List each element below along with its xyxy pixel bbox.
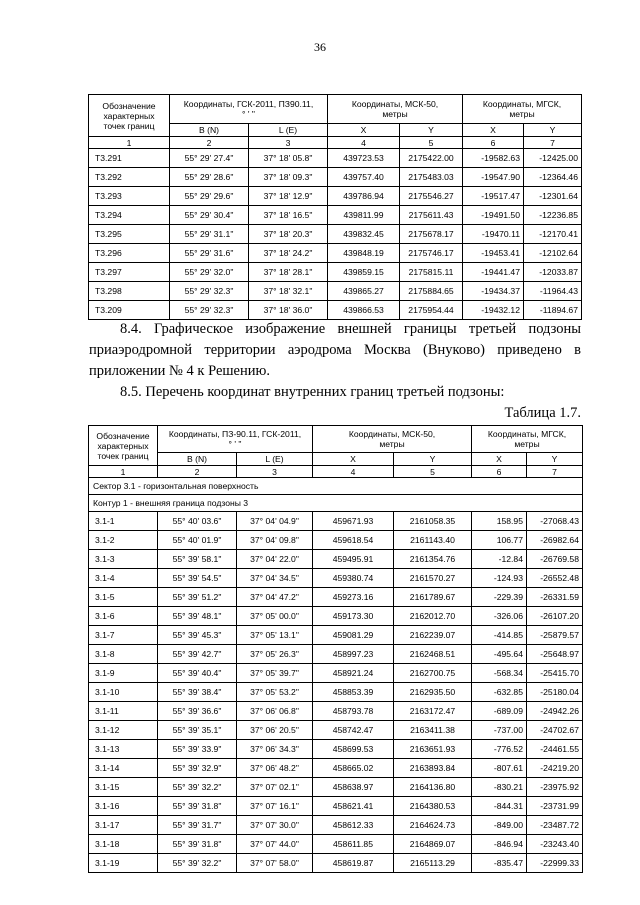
table-row [89,531,583,550]
sector-label: Сектор 3.1 - горизонтальная поверхность [89,478,583,495]
cell-mgsk-y: -23487.72 [527,816,583,835]
cell-latitude: 55° 40' 01.9" [158,531,237,550]
cell-msk-x: 458997.23 [313,645,394,664]
table-row [89,206,582,225]
table-row [89,835,583,854]
table-row [89,854,583,873]
col-header-x-msk: X [328,124,400,137]
cell-mgsk-y: -12033.87 [524,263,582,282]
cell-longitude: 37° 18' 24.2" [249,244,328,263]
col-number: 1 [89,466,158,478]
col-header-l: L (E) [249,124,328,137]
cell-mgsk-y: -23243.40 [527,835,583,854]
col-header-msk: Координаты, МСК-50, метры [313,426,472,453]
cell-mgsk-x: -689.09 [472,702,527,721]
cell-mgsk-x: -776.52 [472,740,527,759]
cell-msk-y: 2164624.73 [394,816,472,835]
cell-point-id: 3.1-11 [89,702,158,721]
col-header-b: B (N) [170,124,249,137]
cell-mgsk-x: -229.39 [472,588,527,607]
paragraph-8-4-line-1: 8.4. Графическое изображение внешней границы третьей подзоны [120,321,581,337]
cell-mgsk-y: -23731.99 [527,797,583,816]
cell-longitude: 37° 05' 53.2" [237,683,313,702]
cell-msk-x: 459495.91 [313,550,394,569]
table-row [89,778,583,797]
cell-msk-y: 2162239.07 [394,626,472,645]
col-number: 7 [527,466,583,478]
cell-mgsk-y: -25648.97 [527,645,583,664]
cell-mgsk-x: -19491.50 [463,206,524,225]
col-number: 2 [158,466,237,478]
col-header-mgsk: Координаты, МГСК, метры [463,95,582,124]
cell-latitude: 55° 29' 32.3" [170,282,249,301]
page-number: 36 [314,40,326,54]
cell-mgsk-y: -11894.67 [524,301,582,320]
cell-longitude: 37° 18' 36.0" [249,301,328,320]
table-row [89,645,583,664]
cell-latitude: 55° 39' 36.6" [158,702,237,721]
cell-mgsk-y: -26769.58 [527,550,583,569]
col-number: 6 [463,137,524,149]
cell-longitude: 37° 07' 58.0" [237,854,313,873]
cell-mgsk-x: -830.21 [472,778,527,797]
cell-msk-y: 2163893.84 [394,759,472,778]
cell-point-id: 3.1-14 [89,759,158,778]
col-header-msk: Координаты, МСК-50, метры [328,95,463,124]
col-header-x-mgsk: X [472,453,527,466]
cell-point-id: 3.1-19 [89,854,158,873]
col-header-y-msk: Y [394,453,472,466]
paragraph-8-5: 8.5. Перечень координат внутренних границ третьей подзоны: [120,384,505,400]
cell-longitude: 37° 18' 28.1" [249,263,328,282]
cell-point-id: 3.1-17 [89,816,158,835]
cell-mgsk-y: -26107.20 [527,607,583,626]
cell-point-id: 3.1-12 [89,721,158,740]
cell-mgsk-y: -12170.41 [524,225,582,244]
cell-longitude: 37° 07' 02.1" [237,778,313,797]
col-header-b: B (N) [158,453,237,466]
cell-mgsk-x: -807.61 [472,759,527,778]
cell-latitude: 55° 39' 54.5" [158,569,237,588]
cell-longitude: 37° 05' 39.7" [237,664,313,683]
cell-mgsk-y: -24219.20 [527,759,583,778]
table-row [89,759,583,778]
cell-mgsk-y: -26552.48 [527,569,583,588]
coordinates-table-1 [88,94,582,320]
col-number: 4 [313,466,394,478]
cell-mgsk-x: -12.84 [472,550,527,569]
table-caption: Таблица 1.7. [504,405,581,421]
cell-point-id: 3.1-4 [89,569,158,588]
table-row [89,244,582,263]
cell-msk-x: 458621.41 [313,797,394,816]
cell-msk-y: 2163172.47 [394,702,472,721]
cell-point-id: 3.1-15 [89,778,158,797]
cell-mgsk-x: -495.64 [472,645,527,664]
col-header-mgsk: Координаты, МГСК, метры [472,426,583,453]
table-row [89,588,583,607]
cell-longitude: 37° 06' 34.3" [237,740,313,759]
cell-point-id: Т3.297 [89,263,170,282]
cell-mgsk-x: -844.31 [472,797,527,816]
cell-msk-y: 2162935.50 [394,683,472,702]
cell-mgsk-y: -22999.33 [527,854,583,873]
cell-mgsk-x: -19582.63 [463,149,524,168]
paragraph-8-4-line-2: приаэродромной территории аэродрома Москва (Внуково) приведено в [89,342,581,358]
cell-mgsk-x: -19547.90 [463,168,524,187]
cell-mgsk-x: -19432.12 [463,301,524,320]
table-row [89,797,583,816]
cell-latitude: 55° 39' 45.3" [158,626,237,645]
cell-longitude: 37° 04' 04.9" [237,512,313,531]
table-row [89,149,582,168]
table-row [89,569,583,588]
cell-msk-y: 2175546.27 [400,187,463,206]
cell-msk-x: 459173.30 [313,607,394,626]
cell-mgsk-y: -11964.43 [524,282,582,301]
cell-mgsk-x: -19434.37 [463,282,524,301]
cell-mgsk-y: -25415.70 [527,664,583,683]
cell-point-id: Т3.298 [89,282,170,301]
cell-point-id: 3.1-5 [89,588,158,607]
cell-point-id: Т3.292 [89,168,170,187]
col-header-designation: Обозначение характерных точек границ [89,95,170,137]
table-row [89,282,582,301]
cell-msk-x: 458742.47 [313,721,394,740]
cell-mgsk-x: -737.00 [472,721,527,740]
cell-longitude: 37° 04' 34.5" [237,569,313,588]
cell-longitude: 37° 05' 00.0" [237,607,313,626]
table-row [89,740,583,759]
cell-msk-x: 458665.02 [313,759,394,778]
cell-latitude: 55° 39' 35.1" [158,721,237,740]
cell-msk-y: 2161789.67 [394,588,472,607]
cell-mgsk-x: -19517.47 [463,187,524,206]
cell-longitude: 37° 18' 32.1" [249,282,328,301]
cell-mgsk-y: -12301.64 [524,187,582,206]
cell-msk-x: 459380.74 [313,569,394,588]
cell-msk-y: 2164869.07 [394,835,472,854]
cell-point-id: Т3.295 [89,225,170,244]
cell-mgsk-x: 158.95 [472,512,527,531]
cell-point-id: 3.1-6 [89,607,158,626]
cell-msk-x: 439811.99 [328,206,400,225]
col-number: 5 [394,466,472,478]
cell-longitude: 37° 05' 26.3" [237,645,313,664]
cell-mgsk-y: -12425.00 [524,149,582,168]
col-header-l: L (E) [237,453,313,466]
col-header-y-mgsk: Y [527,453,583,466]
cell-mgsk-x: -19470.11 [463,225,524,244]
cell-point-id: 3.1-8 [89,645,158,664]
cell-latitude: 55° 39' 38.4" [158,683,237,702]
cell-longitude: 37° 06' 20.5" [237,721,313,740]
cell-msk-y: 2161570.27 [394,569,472,588]
cell-msk-x: 459671.93 [313,512,394,531]
cell-msk-x: 459081.29 [313,626,394,645]
col-number: 2 [170,137,249,149]
cell-point-id: 3.1-9 [89,664,158,683]
cell-msk-y: 2165113.29 [394,854,472,873]
cell-longitude: 37° 06' 48.2" [237,759,313,778]
contour-label: Контур 1 - внешняя граница подзоны 3 [89,495,583,512]
cell-mgsk-y: -24702.67 [527,721,583,740]
cell-longitude: 37° 18' 20.3" [249,225,328,244]
cell-mgsk-x: -568.34 [472,664,527,683]
cell-latitude: 55° 39' 40.4" [158,664,237,683]
cell-longitude: 37° 04' 47.2" [237,588,313,607]
cell-latitude: 55° 39' 42.7" [158,645,237,664]
cell-msk-y: 2175884.65 [400,282,463,301]
cell-msk-y: 2161143.40 [394,531,472,550]
cell-point-id: 3.1-2 [89,531,158,550]
paragraph-8-4-line-3: приложении № 4 к Решению. [89,363,270,379]
cell-point-id: 3.1-1 [89,512,158,531]
cell-longitude: 37° 04' 22.0" [237,550,313,569]
cell-msk-x: 439859.15 [328,263,400,282]
cell-point-id: 3.1-18 [89,835,158,854]
cell-point-id: 3.1-16 [89,797,158,816]
cell-latitude: 55° 39' 32.2" [158,854,237,873]
cell-point-id: Т3.293 [89,187,170,206]
cell-msk-y: 2175678.17 [400,225,463,244]
cell-longitude: 37° 04' 09.8" [237,531,313,550]
cell-point-id: Т3.294 [89,206,170,225]
table-row [89,664,583,683]
cell-latitude: 55° 39' 32.9" [158,759,237,778]
cell-msk-y: 2162700.75 [394,664,472,683]
table-row [89,607,583,626]
cell-longitude: 37° 07' 30.0" [237,816,313,835]
cell-latitude: 55° 29' 32.3" [170,301,249,320]
table-row [89,301,582,320]
cell-mgsk-y: -24461.55 [527,740,583,759]
cell-mgsk-x: -124.93 [472,569,527,588]
table-row [89,512,583,531]
cell-latitude: 55° 39' 33.9" [158,740,237,759]
col-header-y-mgsk: Y [524,124,582,137]
table-row [89,225,582,244]
cell-msk-y: 2175611.43 [400,206,463,225]
table-row [89,721,583,740]
cell-latitude: 55° 39' 58.1" [158,550,237,569]
cell-mgsk-x: -414.85 [472,626,527,645]
cell-msk-y: 2162468.51 [394,645,472,664]
cell-latitude: 55° 29' 28.6" [170,168,249,187]
cell-longitude: 37° 07' 44.0" [237,835,313,854]
cell-mgsk-y: -12102.64 [524,244,582,263]
cell-latitude: 55° 29' 29.6" [170,187,249,206]
col-header-x-msk: X [313,453,394,466]
cell-longitude: 37° 18' 12.9" [249,187,328,206]
cell-msk-y: 2175422.00 [400,149,463,168]
col-header-designation: Обозначение характерных точек границ [89,426,158,466]
cell-msk-x: 439832.45 [328,225,400,244]
cell-latitude: 55° 39' 31.8" [158,835,237,854]
cell-mgsk-y: -26331.59 [527,588,583,607]
cell-mgsk-x: -835.47 [472,854,527,873]
cell-latitude: 55° 29' 27.4" [170,149,249,168]
cell-mgsk-y: -26982.64 [527,531,583,550]
cell-latitude: 55° 29' 30.4" [170,206,249,225]
cell-point-id: 3.1-10 [89,683,158,702]
cell-longitude: 37° 05' 13.1" [237,626,313,645]
cell-msk-y: 2161058.35 [394,512,472,531]
cell-msk-y: 2175954.44 [400,301,463,320]
cell-mgsk-x: -632.85 [472,683,527,702]
cell-msk-x: 458853.39 [313,683,394,702]
table-row [89,263,582,282]
cell-msk-y: 2163651.93 [394,740,472,759]
cell-msk-x: 458638.97 [313,778,394,797]
table-row [89,626,583,645]
cell-msk-x: 458611.85 [313,835,394,854]
table-row [89,702,583,721]
cell-mgsk-y: -25180.04 [527,683,583,702]
table-row [89,683,583,702]
cell-latitude: 55° 40' 03.6" [158,512,237,531]
cell-mgsk-y: -25879.57 [527,626,583,645]
cell-point-id: 3.1-3 [89,550,158,569]
cell-latitude: 55° 39' 31.8" [158,797,237,816]
cell-msk-x: 439786.94 [328,187,400,206]
cell-msk-x: 439723.53 [328,149,400,168]
cell-point-id: 3.1-13 [89,740,158,759]
cell-mgsk-x: -849.00 [472,816,527,835]
cell-msk-x: 439866.53 [328,301,400,320]
cell-msk-x: 439757.40 [328,168,400,187]
col-header-gsk: Координаты, ГСК-2011, ПЗ90.11, ° ' " [170,95,328,124]
col-number: 7 [524,137,582,149]
cell-mgsk-x: -19441.47 [463,263,524,282]
cell-latitude: 55° 39' 48.1" [158,607,237,626]
cell-msk-y: 2161354.76 [394,550,472,569]
cell-msk-y: 2163411.38 [394,721,472,740]
cell-point-id: 3.1-7 [89,626,158,645]
cell-longitude: 37° 18' 16.5" [249,206,328,225]
cell-point-id: Т3.291 [89,149,170,168]
cell-latitude: 55° 29' 31.1" [170,225,249,244]
cell-msk-x: 459618.54 [313,531,394,550]
table-row [89,187,582,206]
cell-msk-x: 458793.78 [313,702,394,721]
cell-mgsk-y: -27068.43 [527,512,583,531]
cell-point-id: Т3.296 [89,244,170,263]
cell-mgsk-y: -12236.85 [524,206,582,225]
cell-mgsk-y: -12364.46 [524,168,582,187]
coordinates-table-1-7 [88,425,583,873]
cell-msk-x: 458612.33 [313,816,394,835]
cell-latitude: 55° 39' 32.2" [158,778,237,797]
cell-msk-y: 2175746.17 [400,244,463,263]
cell-msk-x: 458619.87 [313,854,394,873]
cell-mgsk-x: -326.06 [472,607,527,626]
col-number: 3 [237,466,313,478]
col-number: 5 [400,137,463,149]
col-number: 6 [472,466,527,478]
table-row [89,168,582,187]
cell-longitude: 37° 07' 16.1" [237,797,313,816]
cell-msk-x: 459273.16 [313,588,394,607]
cell-latitude: 55° 29' 31.6" [170,244,249,263]
cell-latitude: 55° 29' 32.0" [170,263,249,282]
cell-longitude: 37° 18' 05.8" [249,149,328,168]
cell-latitude: 55° 39' 51.2" [158,588,237,607]
cell-msk-y: 2162012.70 [394,607,472,626]
col-number: 3 [249,137,328,149]
col-number: 4 [328,137,400,149]
cell-longitude: 37° 06' 06.8" [237,702,313,721]
cell-mgsk-x: 106.77 [472,531,527,550]
col-header-gsk: Координаты, ПЗ-90.11, ГСК-2011, ° ' " [158,426,313,453]
cell-longitude: 37° 18' 09.3" [249,168,328,187]
cell-latitude: 55° 39' 31.7" [158,816,237,835]
col-header-y-msk: Y [400,124,463,137]
cell-msk-x: 439848.19 [328,244,400,263]
col-header-x-mgsk: X [463,124,524,137]
table-row [89,550,583,569]
cell-mgsk-y: -23975.92 [527,778,583,797]
cell-point-id: Т3.209 [89,301,170,320]
cell-msk-y: 2175483.03 [400,168,463,187]
cell-msk-y: 2164136.80 [394,778,472,797]
cell-msk-y: 2164380.53 [394,797,472,816]
cell-mgsk-x: -19453.41 [463,244,524,263]
cell-mgsk-y: -24942.26 [527,702,583,721]
table-row [89,816,583,835]
cell-msk-x: 458699.53 [313,740,394,759]
cell-msk-x: 458921.24 [313,664,394,683]
cell-mgsk-x: -846.94 [472,835,527,854]
cell-msk-y: 2175815.11 [400,263,463,282]
col-number: 1 [89,137,170,149]
cell-msk-x: 439865.27 [328,282,400,301]
